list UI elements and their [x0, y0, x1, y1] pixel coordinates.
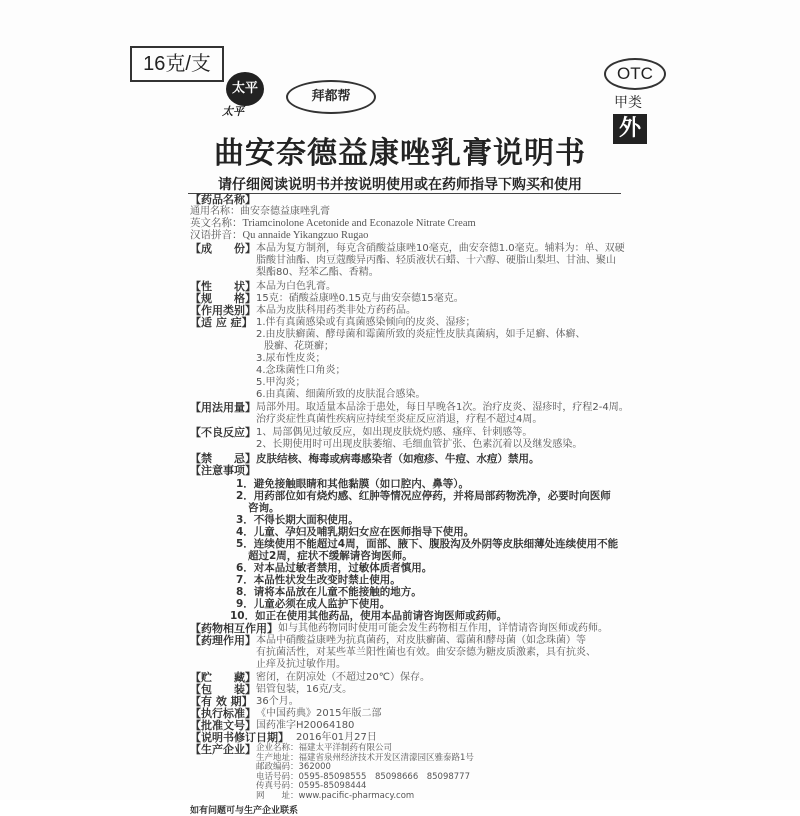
interactions-text: 如与其他药物同时使用可能会发生药物相互作用，详情请咨询医师或药师。 — [278, 623, 608, 634]
manufacturer-line: 电话号码：0595-85098555 85098666 85098777 — [256, 771, 470, 782]
precaution-item: 4．儿童、孕妇及哺乳期妇女应在医师指导下使用。 — [236, 526, 475, 538]
pharmacology-label: 【药理作用】 — [190, 634, 256, 647]
precaution-item: 1．避免接触眼睛和其他黏膜（如口腔内、鼻等）。 — [236, 478, 470, 490]
indication-item: 股癣、花斑癣； — [264, 341, 334, 352]
external-use-badge: 外 — [613, 114, 647, 144]
footer-note: 如有问题可与生产企业联系 — [190, 806, 299, 816]
precaution-item: 9．儿童必须在成人监护下使用。 — [236, 598, 391, 610]
drug-name-label: 【药品名称】 — [190, 193, 256, 206]
drug-generic-name: 通用名称：曲安奈德益康唑乳膏 — [190, 206, 330, 217]
precautions-label: 【注意事项】 — [190, 464, 256, 477]
package-size-box: 16克/支 — [130, 46, 224, 82]
precaution-item: 7．本品性状发生改变时禁止使用。 — [236, 574, 401, 586]
approval-label: 【批准文号】 — [190, 719, 256, 732]
packaging-text: 铝管包装，16克/支。 — [256, 684, 353, 695]
composition-line: 本品为复方制剂，每克含硝酸益康唑10毫克，曲安奈德1.0毫克。辅料为：单、双硬 — [256, 243, 625, 254]
contraindications-text: 皮肤结核、梅毒或病毒感染者（如疱疹、牛痘、水痘）禁用。 — [256, 453, 540, 465]
standard-text: 《中国药典》2015年版二部 — [256, 708, 382, 719]
adverse-label: 【不良反应】 — [190, 426, 256, 439]
packaging-label: 【包 装】 — [190, 683, 256, 696]
drug-english-name: 英文名称：Triamcinolone Acetonide and Econazole Nitrate Cream — [190, 218, 476, 229]
pharmacology-line: 止痒及抗过敏作用。 — [256, 659, 346, 670]
pharmacology-line: 本品中硝酸益康唑为抗真菌药，对皮肤癣菌、霉菌和酵母菌（如念珠菌）等 — [256, 635, 586, 646]
revision-label: 【说明书修订日期】 — [190, 731, 289, 744]
manufacturer-line: 生产地址：福建省泉州经济技术开发区清濛园区雅泰路1号 — [256, 752, 474, 763]
precaution-item: 8．请将本品放在儿童不能接触的地方。 — [236, 586, 422, 598]
category-label: 【作用类别】 — [190, 304, 256, 317]
brand-name-badge: 拜都帮 — [286, 80, 376, 114]
indication-item: 2.由皮肤癣菌、酵母菌和霉菌所致的炎症性皮肤真菌病，如手足癣、体癣、 — [256, 329, 586, 340]
dosage-line: 局部外用。取适量本品涂于患处，每日早晚各1次。治疗皮炎、湿疹时，疗程2-4周。 — [256, 402, 629, 413]
manufacturer-label: 【生产企业】 — [190, 744, 260, 756]
indication-item: 4.念珠菌性口角炎； — [256, 365, 346, 376]
indication-item: 5.甲沟炎； — [256, 377, 306, 388]
indication-item: 1.伴有真菌感染或有真菌感染倾向的皮炎、湿疹； — [256, 317, 476, 328]
standard-label: 【执行标准】 — [190, 707, 256, 720]
precaution-item: 超过2周，症状不缓解请咨询医师。 — [248, 550, 413, 562]
specification-label: 【规 格】 — [190, 292, 256, 305]
composition-line: 脂酸甘油酯、肉豆蔻酸异丙酯、轻质液状石蜡、十六醇、硬脂山梨坦、甘油、聚山 — [256, 255, 616, 266]
drug-pinyin-name: 汉语拼音：Qu annaide Yikangzuo Rugao — [190, 230, 369, 241]
otc-badge: OTC — [604, 58, 666, 90]
composition-label: 【成 份】 — [190, 242, 256, 255]
adverse-line: 2、长期使用时可出现皮肤萎缩、毛细血管扩张、色素沉着以及继发感染。 — [256, 439, 583, 450]
adverse-line: 1、局部偶见过敏反应，如出现皮肤烧灼感、瘙痒、针刺感等。 — [256, 427, 533, 438]
otc-class-label: 甲类 — [614, 95, 642, 111]
precaution-item: 6．对本品过敏者禁用，过敏体质者慎用。 — [236, 562, 433, 574]
dosage-line: 治疗炎症性真菌性疾病应持续至炎症反应消退，疗程不超过4周。 — [256, 414, 543, 425]
brand-logo-caption: 太平 — [222, 105, 244, 118]
interactions-label: 【药物相互作用】 — [190, 622, 278, 635]
revision-text: 2016年01月27日 — [296, 732, 377, 743]
contraindications-label: 【禁 忌】 — [190, 452, 256, 465]
precaution-item: 3．不得长期大面积使用。 — [236, 514, 359, 526]
validity-text: 36个月。 — [256, 696, 299, 707]
precaution-item: 咨询。 — [248, 502, 280, 514]
precaution-item: 5．连续使用不能超过4周，面部、腋下、腹股沟及外阴等皮肤细薄处连续使用不能 — [236, 538, 619, 550]
appearance-label: 【性 状】 — [190, 280, 256, 293]
manufacturer-line: 企业名称：福建太平洋制药有限公司 — [256, 743, 393, 753]
indications-label: 【适 应 症】 — [190, 316, 253, 329]
manufacturer-line: 传真号码：0595-85098444 — [256, 781, 367, 791]
pharmacology-line: 有抗菌活性，对某些革兰阳性菌也有效。曲安奈德为糖皮质激素，具有抗炎、 — [256, 647, 596, 658]
indication-item: 6.由真菌、细菌所致的皮肤混合感染。 — [256, 389, 426, 400]
manufacturer-line: 网 址：www.pacific-pharmacy.com — [256, 790, 415, 801]
indication-item: 3.尿布性皮炎； — [256, 353, 326, 364]
dosage-label: 【用法用量】 — [190, 401, 256, 414]
category-text: 本品为皮肤科用药类非处方药药品。 — [256, 305, 416, 316]
page-title: 曲安奈德益康唑乳膏说明书 — [214, 136, 586, 171]
approval-text: 国药准字H20064180 — [256, 720, 355, 731]
specification-text: 15克：硝酸益康唑0.15克与曲安奈德15毫克。 — [256, 293, 464, 304]
storage-label: 【贮 藏】 — [190, 671, 256, 684]
manufacturer-line: 邮政编码：362000 — [256, 762, 331, 772]
validity-label: 【有 效 期】 — [190, 695, 253, 708]
precaution-item: 10．如正在使用其他药品，使用本品前请咨询医师或药师。 — [230, 610, 508, 622]
composition-line: 梨酯80、羟苯乙酯、香精。 — [256, 267, 379, 278]
appearance-text: 本品为白色乳膏。 — [256, 281, 336, 292]
storage-text: 密闭，在阴凉处（不超过20℃）保存。 — [256, 672, 430, 683]
brand-logo-icon: 太平 — [226, 72, 264, 106]
page-subtitle: 请仔细阅读说明书并按说明使用或在药师指导下购买和使用 — [218, 177, 582, 193]
precaution-item: 2．用药部位如有烧灼感、红肿等情况应停药，并将局部药物洗净，必要时向医师 — [236, 490, 611, 502]
